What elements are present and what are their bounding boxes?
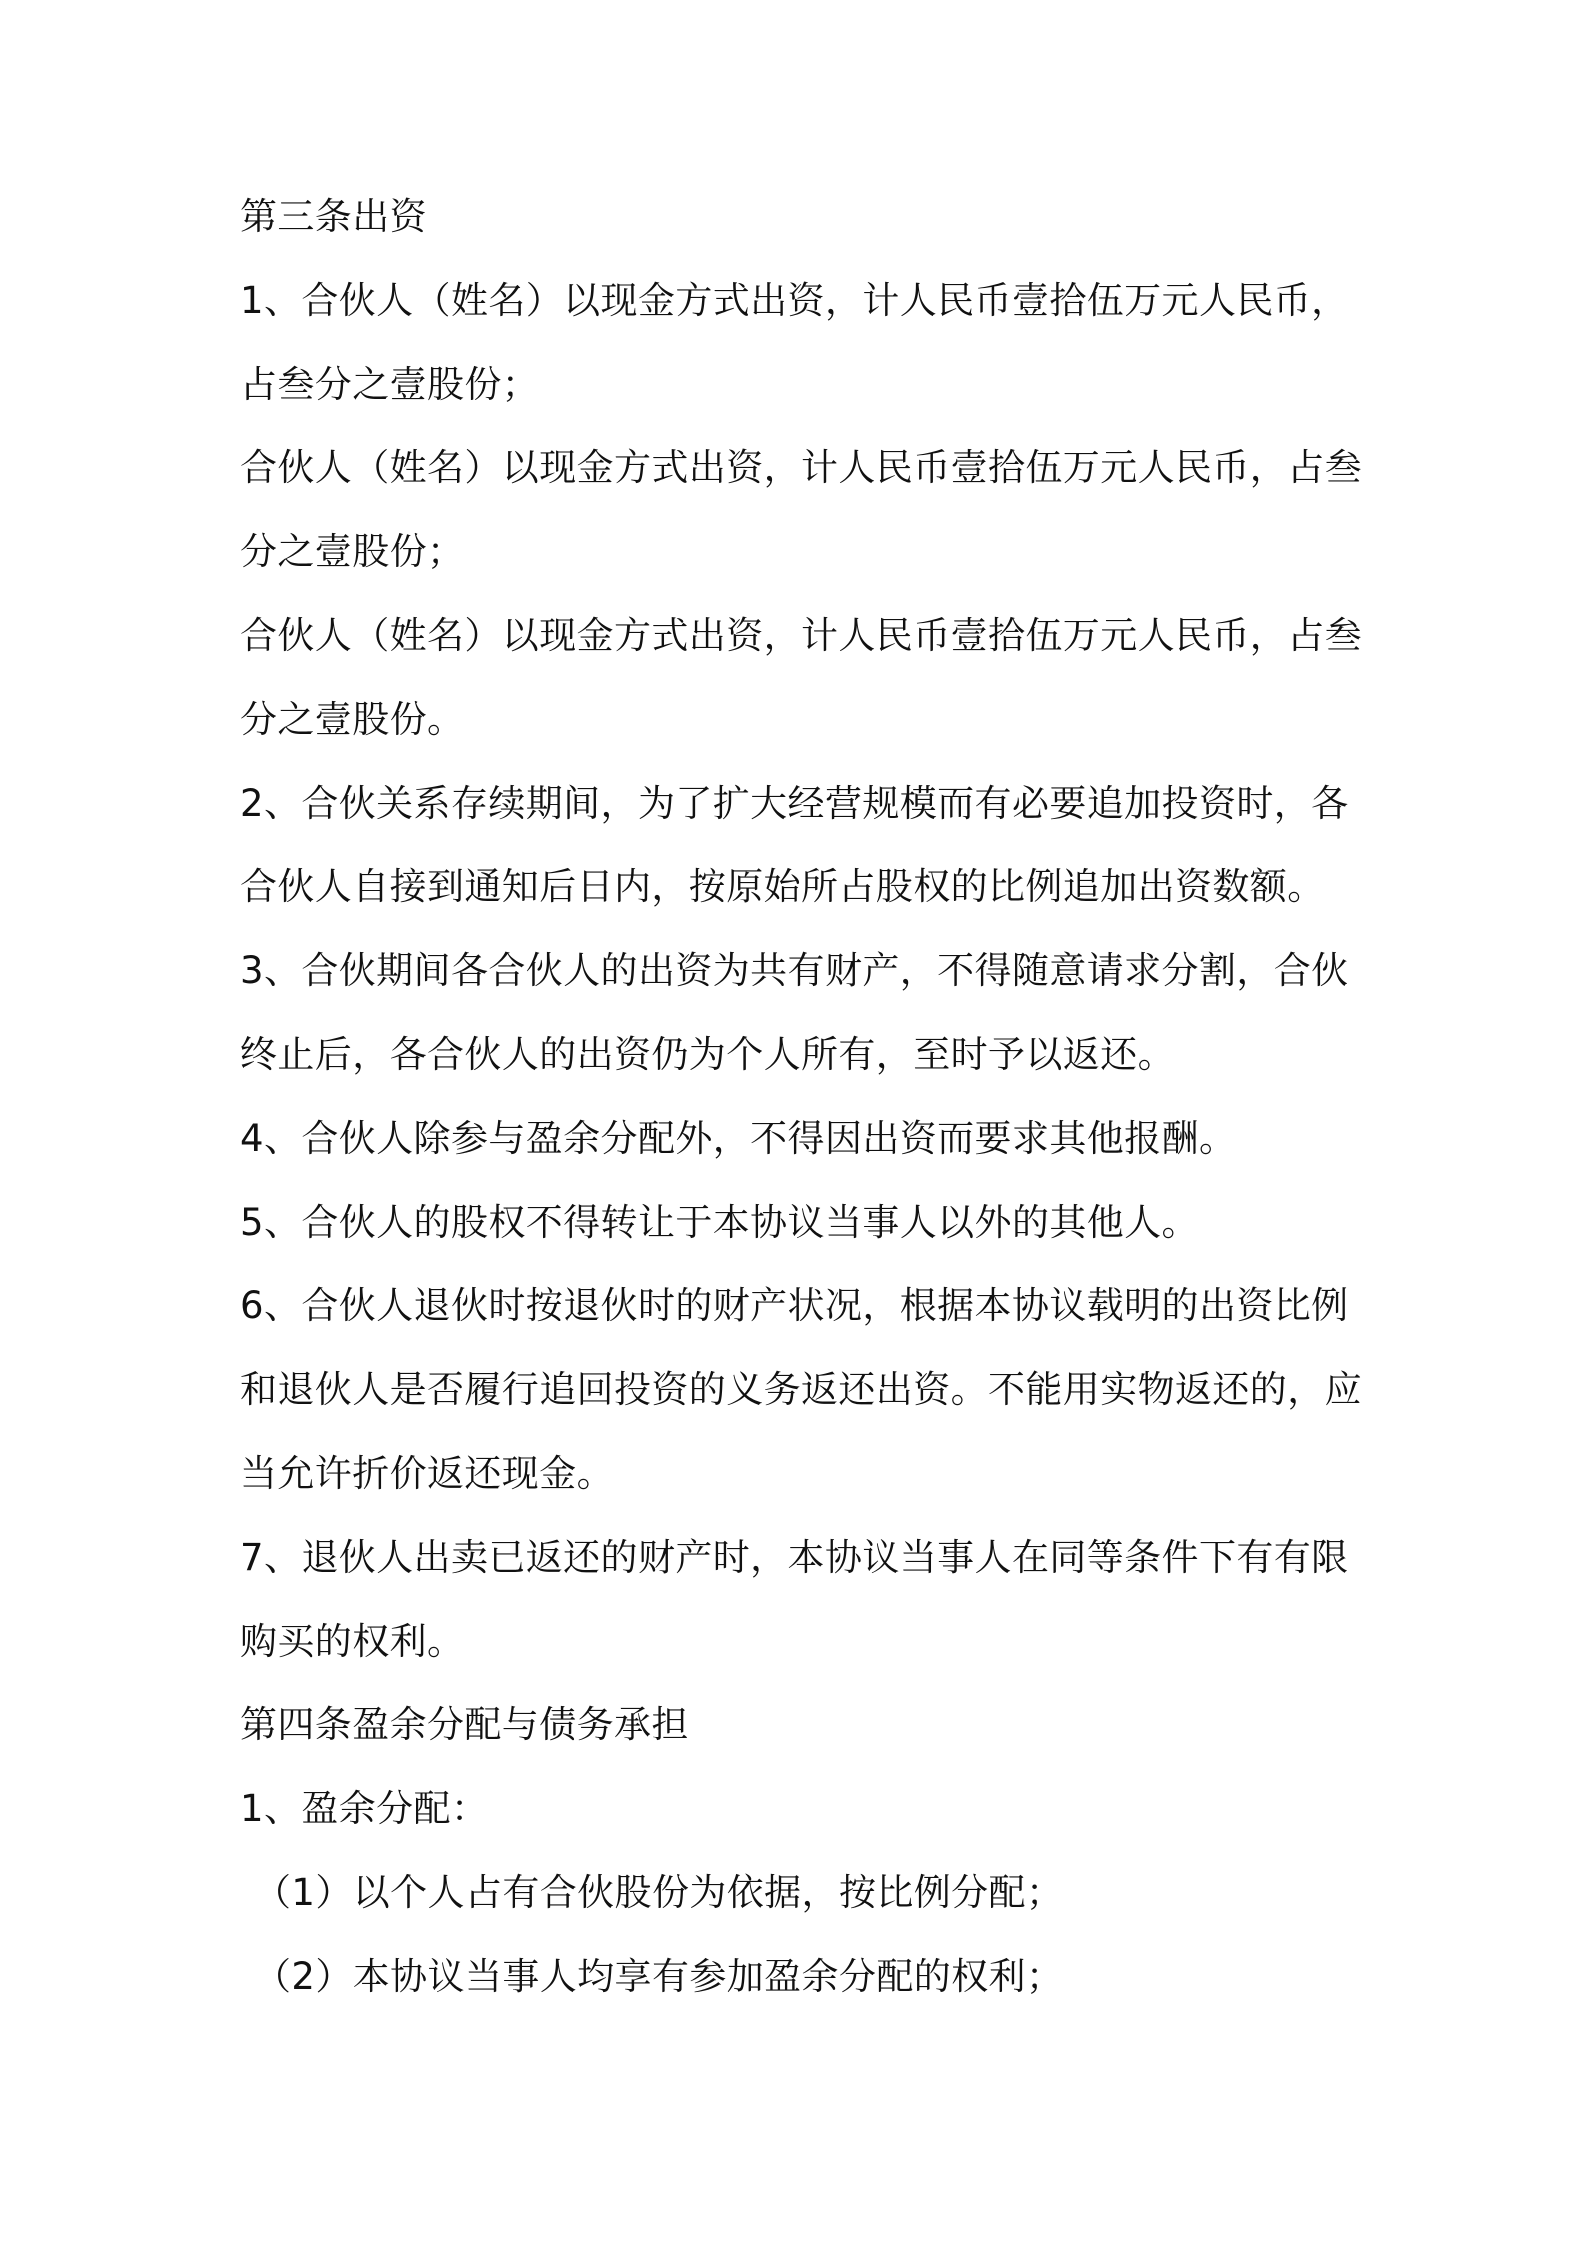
text-line: 和退伙人是否履行追回投资的义务返还出资。不能用实物返还的，应 [240,1368,1362,1412]
article-3-heading: 第三条出资 [240,195,427,238]
text-line: 购买的权利。 [240,1619,465,1663]
text-line: 4、合伙人除参与盈余分配外，不得因出资而要求其他报酬。 [240,1116,1237,1160]
text-line: 1、合伙人（姓名）以现金方式出资，计人民币壹拾伍万元人民币， [240,278,1349,322]
text-line: 1、盈余分配： [240,1787,489,1831]
text-line: 5、合伙人的股权不得转让于本协议当事人以外的其他人。 [240,1200,1199,1244]
text-line: 合伙人（姓名）以现金方式出资，计人民币壹拾伍万元人民币，占叁 [240,446,1362,490]
text-line: 3、合伙期间各合伙人的出资为共有财产，不得随意请求分割，合伙 [240,949,1349,993]
article-4-heading: 第四条盈余分配与债务承担 [240,1703,689,1747]
text-line: 当允许折价返还现金。 [240,1451,614,1495]
text-line: 7、退伙人出卖已返还的财产时，本协议当事人在同等条件下有有限 [240,1535,1349,1579]
document-page [240,196,1360,2040]
text-line: 合伙人（姓名）以现金方式出资，计人民币壹拾伍万元人民币，占叁 [240,613,1362,657]
text-line: （2）本协议当事人均享有参加盈余分配的权利； [254,1954,1064,1998]
text-line: 6、合伙人退伙时按退伙时的财产状况，根据本协议载明的出资比例 [240,1284,1349,1328]
text-line: 占叁分之壹股份； [240,362,540,406]
text-line: 分之壹股份。 [240,697,465,741]
text-line: （1）以个人占有合伙股份为依据，按比例分配； [254,1870,1064,1914]
text-line: 2、合伙关系存续期间，为了扩大经营规模而有必要追加投资时，各 [240,781,1349,825]
text-line: 合伙人自接到通知后日内，按原始所占股权的比例追加出资数额。 [240,865,1325,909]
text-line: 终止后，各合伙人的出资仍为个人所有，至时予以返还。 [240,1032,1175,1076]
text-line: 分之壹股份； [240,530,465,574]
